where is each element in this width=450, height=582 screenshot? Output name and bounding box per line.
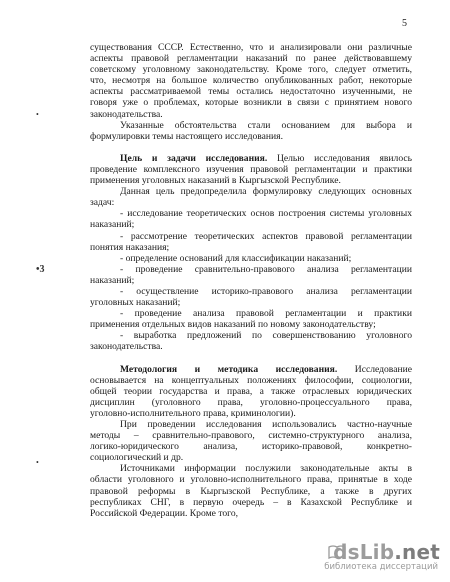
- text-span: логико-юридического анализа, историко-правовой, конкретно-: [90, 441, 412, 453]
- text-line: [90, 330, 412, 341]
- text-span: применения уголовных наказаний в Кыргызской Республике.: [90, 175, 341, 187]
- text-line: [90, 297, 412, 308]
- text-span: социологический и др.: [90, 452, 184, 464]
- text-line: [90, 508, 412, 519]
- text-span: Источниками информации послужили законодательные акты в: [120, 463, 412, 475]
- text-span: задач:: [90, 197, 115, 209]
- text-line: [90, 441, 412, 452]
- text-span: советскому уголовному законодательству. Кроме того, следует отметить,: [90, 64, 412, 76]
- paragraph-gap: [90, 353, 412, 364]
- text-span: - осуществление историко-правового анализа регламентации: [120, 285, 412, 297]
- text-span: Российской Федерации. Кроме того,: [90, 507, 239, 519]
- text-span: - определение оснований для классификации наказаний;: [120, 252, 352, 264]
- paragraph-gap: [90, 142, 412, 153]
- text-line: [90, 242, 412, 253]
- text-line: [90, 186, 412, 197]
- text-span: понятия наказания;: [90, 241, 170, 253]
- text-line: [90, 264, 412, 275]
- text-line: [90, 386, 412, 397]
- text-line: [90, 64, 412, 75]
- text-line: [90, 286, 412, 297]
- watermark-logo-part1: dsLib: [333, 540, 395, 564]
- text-span: - выработка предложений по совершенствованию уголовного: [120, 330, 412, 342]
- margin-dot-mark: •: [36, 110, 39, 119]
- text-line: [90, 42, 412, 53]
- text-line: [90, 153, 412, 164]
- text-span: методы – сравнительно-правового, системно-структурного анализа,: [90, 430, 412, 442]
- text-line: [90, 97, 412, 108]
- text-span: наказаний;: [90, 274, 135, 286]
- watermark-logo-text: [333, 540, 440, 564]
- text-span: области уголовного и уголовно-исполнительного права, принятые в ходе: [90, 474, 412, 486]
- text-line: [90, 175, 412, 186]
- watermark-logo-part2: .net: [394, 540, 440, 564]
- text-line: [90, 208, 412, 219]
- text-line: [90, 364, 412, 375]
- text-span: основывается на концептуальных положениях философии, социологии,: [90, 374, 412, 386]
- text-line: [90, 231, 412, 242]
- text-span: Исследование: [337, 363, 412, 375]
- text-span: наказаний;: [90, 219, 135, 231]
- text-line: [90, 308, 412, 319]
- text-span: Указанные обстоятельства стали основанием для выбора и: [120, 119, 412, 131]
- text-line: [90, 397, 412, 408]
- text-line: [90, 53, 412, 64]
- text-span: законодательства.: [90, 341, 163, 353]
- text-line: [90, 452, 412, 463]
- page-number: 5: [402, 18, 407, 29]
- text-span: - проведение анализа правовой регламентации и практики: [120, 308, 412, 320]
- text-line: [90, 408, 412, 419]
- text-line: [90, 253, 412, 264]
- bold-heading-text: Методология и методика исследования.: [120, 363, 338, 375]
- text-span: общей теории государства и права, а также отраслевых юридических: [90, 385, 412, 397]
- text-span: говоря уже о проблемах, которые возникли в связи с принятием нового: [90, 97, 412, 109]
- text-span: уголовных наказаний;: [90, 297, 181, 309]
- text-line: [90, 497, 412, 508]
- text-line: [90, 219, 412, 230]
- text-span: аспекты рассматриваемой темы остались недостаточно изученными, не: [90, 86, 412, 98]
- text-line: [90, 275, 412, 286]
- text-span: существования СССР. Естественно, что и анализировали они различные: [90, 42, 412, 53]
- margin-dot-mark: •: [36, 458, 39, 467]
- text-line: [90, 463, 412, 474]
- text-line: [90, 120, 412, 131]
- text-span: что, несмотря на большое количество опубликованных работ, некоторые: [90, 75, 412, 87]
- text-span: При проведении исследования использовались частно-научные: [120, 419, 412, 430]
- text-line: [90, 131, 412, 142]
- text-span: правовой реформы в Кыргызской Республике, а также в других: [90, 485, 412, 497]
- text-span: Целью исследования явилось: [267, 152, 412, 164]
- text-span: проведение комплексного изучения правовой регламентации и практики: [90, 163, 412, 175]
- bold-heading-text: Цель и задачи исследования.: [120, 152, 268, 164]
- body-text: [90, 42, 412, 519]
- text-span: республиках СНГ, в первую очередь – в Казахской Республике и: [90, 496, 412, 508]
- text-line: [90, 341, 412, 352]
- margin-handwritten-mark: •3: [36, 264, 45, 275]
- text-line: [90, 86, 412, 97]
- text-span: законодательства.: [90, 108, 163, 120]
- text-span: уголовно-исполнительного права, криминологии).: [90, 407, 296, 419]
- text-line: [90, 486, 412, 497]
- text-span: формулировки темы настоящего исследования.: [90, 130, 283, 142]
- text-span: - рассмотрение теоретических аспектов правовой регламентации: [120, 230, 412, 242]
- text-line: [90, 375, 412, 386]
- text-line: [90, 419, 412, 430]
- dslib-watermark: [324, 538, 440, 574]
- watermark-subtitle: библиотека диссертаций: [324, 562, 438, 572]
- text-line: [90, 430, 412, 441]
- text-line: [90, 319, 412, 330]
- text-span: Данная цель предопределила формулировку следующих основных: [120, 186, 412, 198]
- text-span: дисциплин (уголовного права, уголовно-процессуального права,: [90, 396, 412, 408]
- text-span: применения отдельных видов наказаний по новому законодательству;: [90, 319, 376, 331]
- text-line: [90, 164, 412, 175]
- text-line: [90, 197, 412, 208]
- text-span: аспекты правовой регламентации наказаний по ранее действовавшему: [90, 53, 412, 65]
- text-line: [90, 109, 412, 120]
- text-line: [90, 474, 412, 485]
- text-line: [90, 75, 412, 86]
- text-span: - проведение сравнительно-правового анализа регламентации: [120, 263, 412, 275]
- text-span: - исследование теоретических основ построения системы уголовных: [120, 208, 412, 220]
